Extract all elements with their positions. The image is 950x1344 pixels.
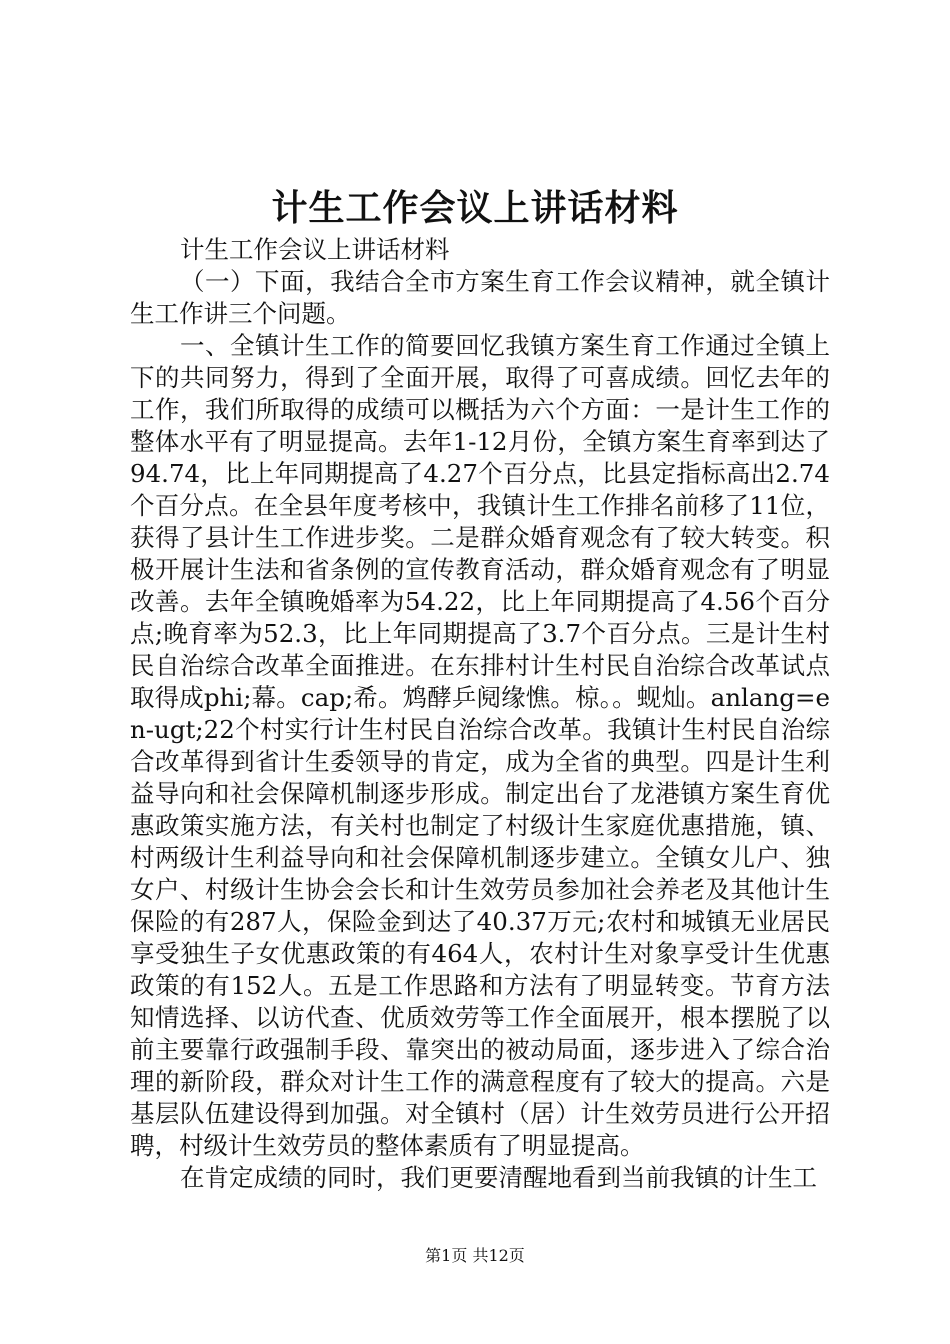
paragraph-subtitle: 计生工作会议上讲话材料 [180,235,450,264]
paragraph-intro: （一）下面，我结合全市方案生育工作会议精神，就全镇计生工作讲三个问题。 [130,267,830,328]
document-title: 计生工作会议上讲话材料 [271,187,679,229]
paragraph-continuation: 在肯定成绩的同时，我们更要清醒地看到当前我镇的计生工 [180,1163,817,1192]
paragraph-review: 一、全镇计生工作的简要回忆我镇方案生育工作通过全镇上下的共同努力，得到了全面开展，取得了可喜成绩。回忆去年的工作，我们所取得的成绩可以概括为六个方面：一是计生工作的整体水平有了明显提高。去年1-12月份，全镇方案生育率到达了94.74，比上年同期提高了4.27个百分点，比县定指标高出2.74个百分点。在全县年度考核中，我镇计生工作排名前移了11位，获得了县计生工作进步奖。二是群众婚育观念有了较大转变。积极开展计生法和省条例的宣传教育活动，群众婚育观念有了明显改善。去年全镇晚婚率为54.22，比上年同期提高了4.56个百分点;晚育率为52.3，比上年同期提高了3.7个百分点。三是计生村民自治综合改革全面推进。在东排村计生村民自治综合改革试点取得成phi;幕。cap;希。鸩酵乒阋缘憔。椋。。蚬灿。anlang=en-ugt;22个村实行计生村民自治综合改革。我镇计生村民自治综合改革得到省计生委领导的肯定，成为全省的典型。四是计生利益导向和社会保障机制逐步形成。制定出台了龙港镇方案生育优惠政策实施方法，有关村也制定了村级计生家庭优惠措施，镇、村两级计生利益导向和社会保障机制逐步建立。全镇女儿户、独女户、村级计生协会会长和计生效劳员参加社会养老及其他计生保险的有287人，保险金到达了40.37万元;农村和城镇无业居民享受独生子女优惠政策的有464人，农村计生对象享受计生优惠政策的有152人。五是工作思路和方法有了明显转变。节育方法知情选择、以访代查、优质效劳等工作全面展开，根本摆脱了以前主要靠行政强制手段、靠突出的被动局面，逐步进入了综合治理的新阶段，群众对计生工作的满意程度有了较大的提高。六是基层队伍建设得到加强。对全镇村（居）计生效劳员进行公开招聘，村级计生效劳员的整体素质有了明显提高。 [130,331,830,1160]
document-body [130,234,830,1194]
page-number-footer: 第1页 共12页 [425,1246,525,1265]
